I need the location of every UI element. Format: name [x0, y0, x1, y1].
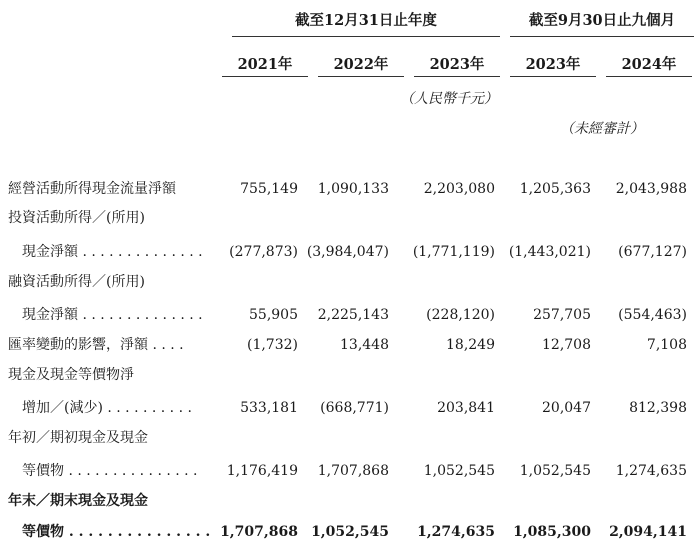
cell-value: (668,771) [320, 400, 389, 416]
row-label: 現金淨額 . . . . . . . . . . . . . . [22, 307, 203, 323]
unit-label: （人民幣千元） [400, 91, 498, 107]
year-header-2023-nine-months: 2023年 [525, 56, 581, 73]
table-row [0, 426, 700, 450]
row-label: 現金淨額 . . . . . . . . . . . . . . [22, 244, 203, 260]
row-label: 等價物 . . . . . . . . . . . . . . . [22, 524, 211, 540]
table-row [0, 303, 700, 327]
cell-value: 533,181 [240, 400, 298, 416]
cell-value: 18,249 [446, 337, 495, 353]
year-rule-2024-nine-months [606, 76, 692, 77]
table-row [0, 363, 700, 387]
row-label: 融資活動所得／(所用) [8, 274, 145, 290]
row-label: 增加／(減少) . . . . . . . . . . [22, 400, 192, 416]
row-label: 現金及現金等價物淨 [8, 367, 134, 383]
cell-value: 13,448 [340, 337, 389, 353]
cell-value: (277,873) [229, 244, 298, 260]
row-label: 投資活動所得／(所用) [8, 210, 145, 226]
cell-value: 1,274,635 [615, 463, 687, 479]
year-rule-2021 [222, 76, 308, 77]
year-rule-2023 [414, 76, 500, 77]
cell-value: (554,463) [618, 307, 687, 323]
cell-value: 1,707,868 [317, 463, 389, 479]
year-header-2021: 2021年 [237, 56, 293, 73]
group-b-rule [510, 36, 694, 37]
table-row [0, 459, 700, 483]
cell-value: 1,052,545 [311, 524, 389, 540]
cell-value: (228,120) [426, 307, 495, 323]
cell-value: 2,043,988 [615, 181, 687, 197]
period-header-year-ended: 截至12月31日止年度 [295, 12, 437, 29]
year-header-2022: 2022年 [333, 56, 389, 73]
year-header-2024-nine-months: 2024年 [621, 56, 677, 73]
cell-value: (677,127) [618, 244, 687, 260]
cell-value: 2,094,141 [609, 524, 687, 540]
cell-value: 1,052,545 [423, 463, 495, 479]
cell-value: 55,905 [249, 307, 298, 323]
cell-value: 1,274,635 [417, 524, 495, 540]
table-row [0, 333, 700, 357]
cell-value: 1,090,133 [317, 181, 389, 197]
table-row [0, 270, 700, 294]
cell-value: 12,708 [542, 337, 591, 353]
row-label: 匯率變動的影響，淨額 . . . . [8, 337, 184, 353]
year-header-2023: 2023年 [429, 56, 485, 73]
row-label: 經營活動所得現金流量淨額 [8, 181, 176, 197]
table-row [0, 240, 700, 264]
cell-value: 755,149 [240, 181, 298, 197]
cell-value: 7,108 [646, 337, 687, 353]
cell-value: 203,841 [437, 400, 495, 416]
year-rule-2022 [318, 76, 404, 77]
cell-value: 1,205,363 [519, 181, 591, 197]
cell-value: 257,705 [533, 307, 591, 323]
group-a-rule [232, 36, 500, 37]
table-row [0, 489, 700, 513]
period-header-nine-months: 截至9月30日止九個月 [528, 12, 676, 29]
cell-value: 1,085,300 [513, 524, 591, 540]
cell-value: (1,771,119) [412, 244, 495, 260]
row-label: 年初／期初現金及現金 [8, 430, 148, 446]
cell-value: (3,984,047) [306, 244, 389, 260]
row-label: 等價物 . . . . . . . . . . . . . . . [22, 463, 198, 479]
cell-value: 2,203,080 [423, 181, 495, 197]
cell-value: 1,052,545 [519, 463, 591, 479]
table-row [0, 177, 700, 201]
cell-value: 20,047 [542, 400, 591, 416]
table-row [0, 396, 700, 420]
cell-value: 812,398 [629, 400, 687, 416]
unaudited-label: （未經審計） [560, 121, 644, 137]
table-row [0, 206, 700, 230]
cell-value: 1,176,419 [226, 463, 298, 479]
cell-value: 1,707,868 [220, 524, 298, 540]
year-rule-2023-nine-months [510, 76, 596, 77]
cell-value: 2,225,143 [317, 307, 389, 323]
cell-value: (1,443,021) [508, 244, 591, 260]
row-label: 年末／期末現金及現金 [8, 493, 148, 509]
table-row-total [0, 520, 700, 544]
cell-value: (1,732) [246, 337, 298, 353]
